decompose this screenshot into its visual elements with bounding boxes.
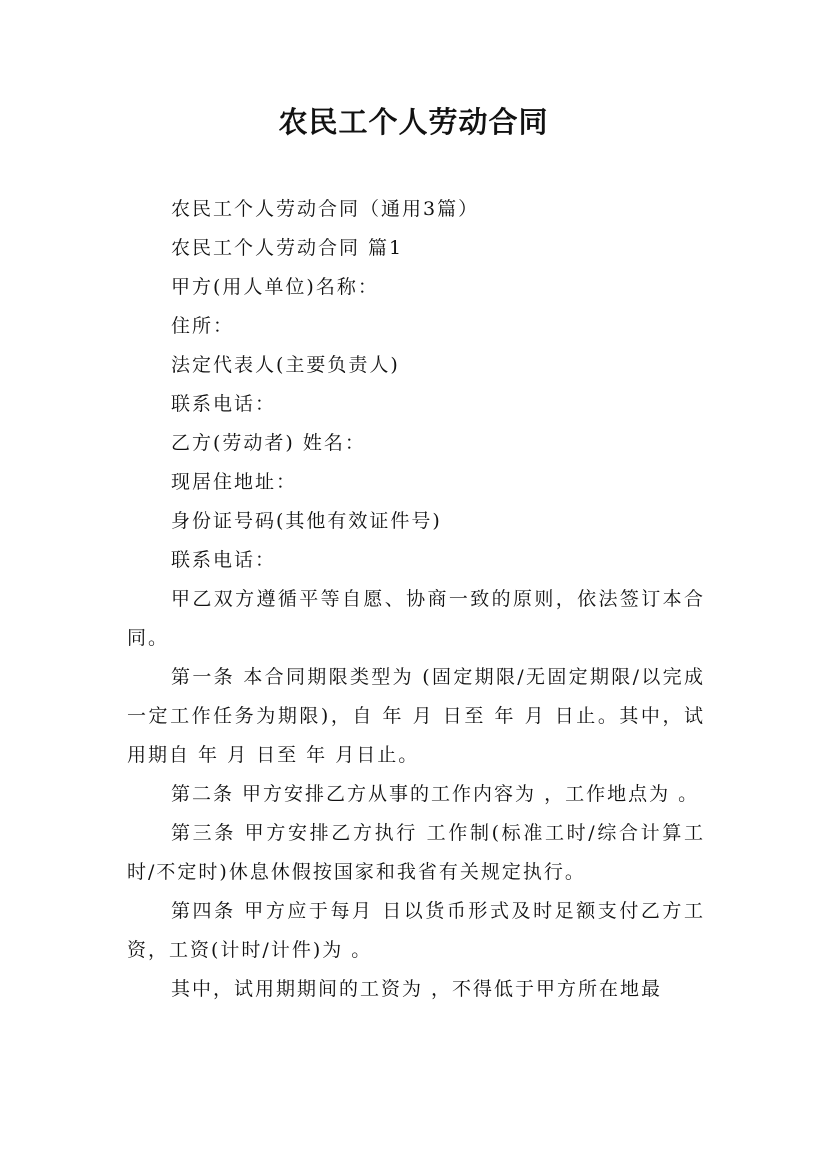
article-2-paragraph: 第二条 甲方安排乙方从事的工作内容为 ，工作地点为 。 [171, 783, 700, 805]
article-1-paragraph: 第一条 本合同期限类型为 (固定期限/无固定期限/以完成一定工作任务为期限)，自 年 月 日至 年 月 日止。其中，试用期自 年 月 日至 年 月日止。 [127, 666, 705, 766]
party-b-phone-field: 联系电话： [171, 549, 277, 571]
article-3-paragraph: 第三条 甲方安排乙方执行 工作制(标准工时/综合计算工时/不定时)休息休假按国家和我省有关规定执行。 [127, 822, 705, 883]
party-b-name-field: 乙方(劳动者) 姓名： [171, 432, 366, 454]
preamble-paragraph: 甲乙双方遵循平等自愿、协商一致的原则，依法签订本合同。 [127, 588, 705, 649]
party-b-address-field: 现居住地址： [171, 471, 298, 493]
document-title: 农民工个人劳动合同 [278, 105, 549, 139]
subtitle-line: 农民工个人劳动合同（通用3篇） [171, 198, 480, 220]
party-a-representative-field: 法定代表人(主要负责人) [171, 354, 400, 376]
party-a-address-field: 住所： [171, 315, 235, 337]
party-a-phone-field: 联系电话： [171, 393, 277, 415]
section-heading: 农民工个人劳动合同 篇1 [171, 237, 404, 259]
article-4-paragraph: 第四条 甲方应于每月 日以货币形式及时足额支付乙方工资，工资(计时/计件)为 。 [127, 900, 705, 961]
article-4-continuation-paragraph: 其中，试用期期间的工资为 ，不得低于甲方所在地最 [171, 978, 663, 1000]
document-body [127, 190, 705, 1009]
party-a-name-field: 甲方(用人单位)名称： [171, 276, 379, 298]
party-b-id-field: 身份证号码(其他有效证件号) [171, 510, 442, 532]
